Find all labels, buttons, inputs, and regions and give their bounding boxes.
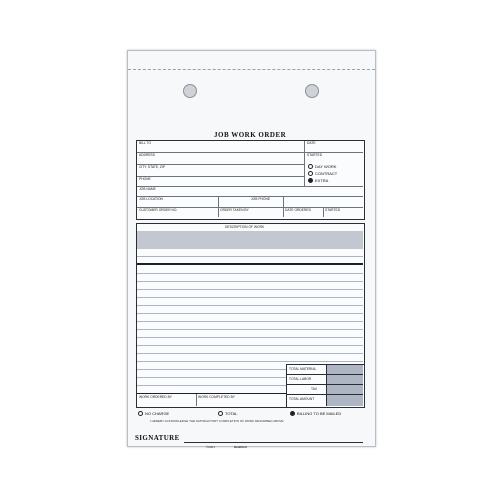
total-labor-label: TOTAL LABOR (289, 377, 312, 381)
total-label: TOTAL (225, 411, 238, 416)
job-phone-label: JOB PHONE (251, 197, 271, 201)
radio-checked-icon (290, 411, 295, 416)
form-title: JOB WORK ORDER (214, 131, 287, 139)
ruled-line (137, 337, 363, 338)
footer-code: ©2001 (206, 445, 215, 449)
ruled-line (137, 385, 287, 386)
work-completed-by-label: WORK COMPLETED BY (198, 395, 236, 399)
ruled-line (137, 353, 363, 354)
day-work-option[interactable] (308, 164, 336, 169)
phone-label: PHONE (139, 177, 151, 181)
divider (287, 394, 363, 395)
binder-hole-right (305, 84, 319, 98)
total-material-label: TOTAL MATERIAL (289, 367, 317, 371)
no-charge-label: NO CHARGE (145, 411, 170, 416)
work-ordered-by-label: WORK ORDERED BY (139, 395, 172, 399)
ruled-line (137, 321, 363, 322)
ruled-line (137, 297, 363, 298)
binder-hole-left (183, 84, 197, 98)
divider (137, 196, 363, 197)
ruled-line (137, 377, 287, 378)
radio-checked-icon (308, 178, 313, 183)
divider (323, 207, 324, 217)
city-state-zip-label: CITY, STATE, ZIP (139, 165, 166, 169)
no-charge-option[interactable] (138, 411, 169, 416)
address-label: ADDRESS (139, 153, 155, 157)
started-label-2: STARTED (325, 208, 341, 212)
job-name-label: JOB NAME (139, 187, 156, 191)
divider (326, 365, 327, 406)
divider (196, 394, 197, 406)
ruled-line (137, 361, 363, 362)
radio-icon (138, 411, 143, 416)
ruled-line (137, 256, 363, 257)
divider (283, 196, 284, 217)
date-ordered-label: DATE ORDERED (285, 208, 311, 212)
signature-label: SIGNATURE (135, 434, 180, 442)
description-header: DESCRIPTION OF WORK (225, 225, 265, 229)
work-order-form (127, 50, 376, 447)
ruled-line (137, 329, 363, 330)
ruled-line (137, 289, 363, 290)
contract-option[interactable] (308, 171, 337, 176)
heavy-rule (137, 263, 363, 265)
day-work-label: DAY WORK (315, 164, 337, 169)
radio-icon (218, 411, 223, 416)
contract-label: CONTRACT (315, 171, 338, 176)
ruled-line (137, 369, 287, 370)
disclaimer-text: I HEREBY ACKNOWLEDGE THE SATISFACTORY COMPLETION OF WORK DESCRIBED ABOVE (150, 419, 284, 423)
totals-amount-column (326, 365, 363, 406)
billing-option[interactable] (290, 411, 341, 416)
radio-icon (308, 171, 313, 176)
order-taken-label: ORDER TAKEN BY (220, 208, 249, 212)
divider (304, 141, 305, 186)
customer-order-label: CUSTOMER ORDER NO. (139, 208, 178, 212)
extra-label: EXTRA (315, 178, 329, 183)
total-option[interactable] (218, 411, 238, 416)
tax-label: TAX (311, 387, 318, 391)
shaded-row (137, 231, 363, 249)
divider (137, 186, 363, 187)
perforation-line (128, 69, 375, 70)
extra-option[interactable] (308, 178, 328, 183)
total-amount-label: TOTAL AMOUNT (289, 397, 315, 401)
job-location-label: JOB LOCATION (139, 197, 163, 201)
divider (287, 384, 363, 385)
radio-icon (308, 164, 313, 169)
divider (137, 152, 363, 153)
signature-line (184, 442, 363, 443)
ruled-line (137, 273, 363, 274)
divider (218, 196, 219, 217)
divider (287, 374, 363, 375)
ruled-line (137, 305, 363, 306)
ruled-line (137, 313, 363, 314)
divider (137, 176, 304, 177)
ruled-line (137, 345, 363, 346)
ruled-line (137, 281, 363, 282)
started-label: STARTED (307, 153, 323, 157)
billing-label: BILLING TO BE MAILED (297, 411, 342, 416)
date-label: DATE (307, 141, 316, 145)
bill-to-label: BILL TO (139, 141, 152, 145)
brand-logo: Rediform (234, 445, 248, 449)
heavy-rule (137, 393, 287, 394)
